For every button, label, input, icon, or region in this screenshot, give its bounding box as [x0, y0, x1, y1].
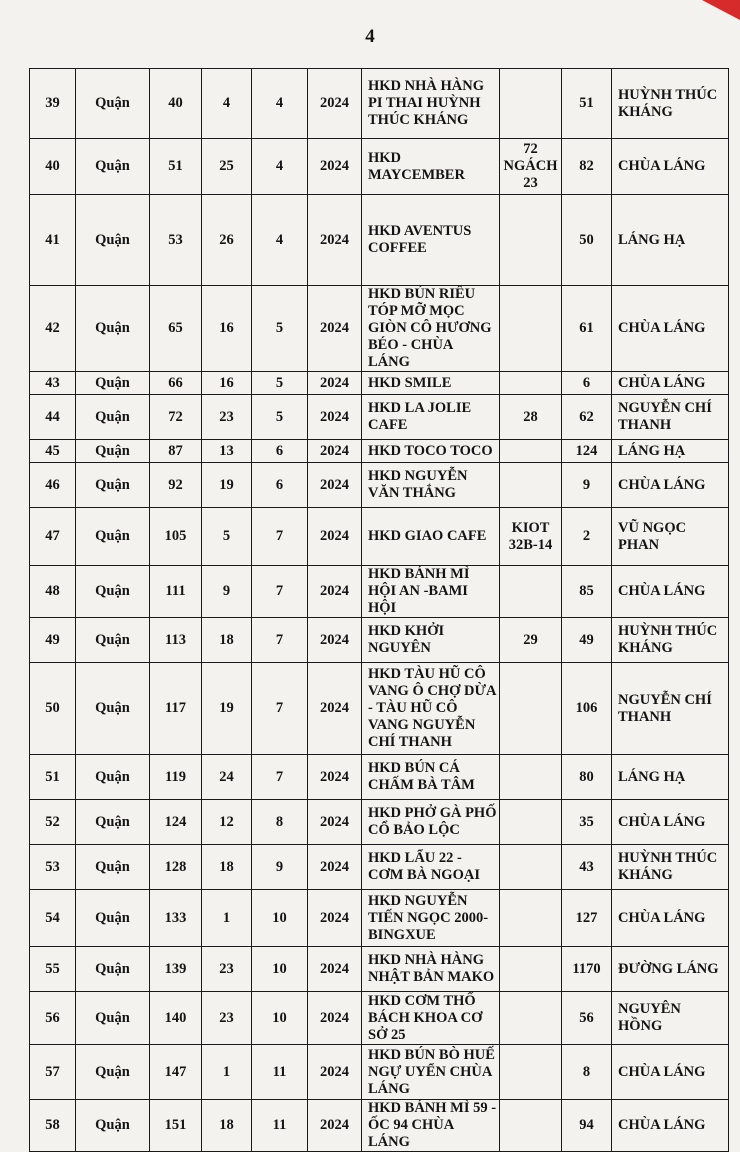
business-name: HKD NGUYỄN TIẾN NGỌC 2000-BINGXUE [362, 890, 500, 947]
month-cell: 11 [252, 1100, 308, 1152]
district-cell: Quận [76, 845, 150, 890]
street-name: NGUYỄN CHÍ THANH [612, 663, 729, 755]
table-row [30, 845, 729, 890]
alley-cell [500, 195, 562, 286]
day-cell: 25 [202, 139, 252, 195]
street-name: CHÙA LÁNG [612, 1045, 729, 1100]
alley-cell [500, 463, 562, 508]
row-number: 56 [30, 992, 76, 1045]
street-name: VŨ NGỌC PHAN [612, 508, 729, 566]
row-number: 51 [30, 755, 76, 800]
row-number: 39 [30, 69, 76, 139]
business-name: HKD GIAO CAFE [362, 508, 500, 566]
street-name: CHÙA LÁNG [612, 372, 729, 395]
street-name: CHÙA LÁNG [612, 566, 729, 618]
day-cell: 9 [202, 566, 252, 618]
street-name: HUỲNH THÚC KHÁNG [612, 69, 729, 139]
table-row [30, 463, 729, 508]
row-number: 49 [30, 618, 76, 663]
record-number: 139 [150, 947, 202, 992]
alley-cell [500, 947, 562, 992]
row-number: 41 [30, 195, 76, 286]
table-row [30, 195, 729, 286]
district-cell: Quận [76, 139, 150, 195]
row-number: 57 [30, 1045, 76, 1100]
day-cell: 23 [202, 947, 252, 992]
house-number: 50 [562, 195, 612, 286]
district-cell: Quận [76, 463, 150, 508]
table-row [30, 618, 729, 663]
month-cell: 7 [252, 755, 308, 800]
district-cell: Quận [76, 663, 150, 755]
table-row [30, 395, 729, 440]
alley-cell [500, 69, 562, 139]
alley-cell [500, 372, 562, 395]
street-name: HUỲNH THÚC KHÁNG [612, 845, 729, 890]
house-number: 1170 [562, 947, 612, 992]
house-number: 2 [562, 508, 612, 566]
house-number: 82 [562, 139, 612, 195]
row-number: 54 [30, 890, 76, 947]
alley-cell [500, 566, 562, 618]
table-row [30, 992, 729, 1045]
alley-cell [500, 663, 562, 755]
house-number: 6 [562, 372, 612, 395]
month-cell: 5 [252, 372, 308, 395]
record-number: 140 [150, 992, 202, 1045]
month-cell: 10 [252, 947, 308, 992]
day-cell: 1 [202, 1045, 252, 1100]
district-cell: Quận [76, 755, 150, 800]
house-number: 9 [562, 463, 612, 508]
record-number: 40 [150, 69, 202, 139]
street-name: NGUYÊN HỒNG [612, 992, 729, 1045]
business-name: HKD AVENTUS COFFEE [362, 195, 500, 286]
business-name: HKD MAYCEMBER [362, 139, 500, 195]
record-number: 119 [150, 755, 202, 800]
record-number: 87 [150, 440, 202, 463]
table-row [30, 800, 729, 845]
table-row [30, 1045, 729, 1100]
year-cell: 2024 [308, 395, 362, 440]
month-cell: 8 [252, 800, 308, 845]
row-number: 44 [30, 395, 76, 440]
business-name: HKD BÚN CÁ CHẤM BÀ TÂM [362, 755, 500, 800]
month-cell: 7 [252, 618, 308, 663]
house-number: 43 [562, 845, 612, 890]
year-cell: 2024 [308, 286, 362, 372]
month-cell: 4 [252, 139, 308, 195]
row-number: 43 [30, 372, 76, 395]
house-number: 62 [562, 395, 612, 440]
day-cell: 23 [202, 395, 252, 440]
house-number: 106 [562, 663, 612, 755]
month-cell: 7 [252, 566, 308, 618]
house-number: 94 [562, 1100, 612, 1152]
alley-cell [500, 755, 562, 800]
day-cell: 19 [202, 663, 252, 755]
record-number: 65 [150, 286, 202, 372]
business-name: HKD TOCO TOCO [362, 440, 500, 463]
business-name: HKD NGUYỄN VĂN THẮNG [362, 463, 500, 508]
day-cell: 1 [202, 890, 252, 947]
district-cell: Quận [76, 395, 150, 440]
day-cell: 18 [202, 845, 252, 890]
district-cell: Quận [76, 372, 150, 395]
record-number: 147 [150, 1045, 202, 1100]
month-cell: 5 [252, 395, 308, 440]
table-row [30, 139, 729, 195]
table-row [30, 663, 729, 755]
table-row [30, 69, 729, 139]
record-number: 92 [150, 463, 202, 508]
district-cell: Quận [76, 195, 150, 286]
year-cell: 2024 [308, 566, 362, 618]
alley-cell [500, 800, 562, 845]
month-cell: 4 [252, 195, 308, 286]
table-row [30, 372, 729, 395]
table-row [30, 566, 729, 618]
page-corner-mark [702, 0, 740, 20]
house-number: 8 [562, 1045, 612, 1100]
year-cell: 2024 [308, 372, 362, 395]
street-name: NGUYỄN CHÍ THANH [612, 395, 729, 440]
alley-cell: 29 [500, 618, 562, 663]
district-cell: Quận [76, 800, 150, 845]
row-number: 52 [30, 800, 76, 845]
street-name: CHÙA LÁNG [612, 286, 729, 372]
table-row [30, 508, 729, 566]
year-cell: 2024 [308, 618, 362, 663]
year-cell: 2024 [308, 800, 362, 845]
business-name: HKD NHÀ HÀNG PI THAI HUỲNH THÚC KHÁNG [362, 69, 500, 139]
alley-cell [500, 845, 562, 890]
year-cell: 2024 [308, 845, 362, 890]
business-name: HKD BÁNH MÌ 59 - ỐC 94 CHÙA LÁNG [362, 1100, 500, 1152]
alley-cell [500, 1045, 562, 1100]
day-cell: 18 [202, 618, 252, 663]
day-cell: 4 [202, 69, 252, 139]
district-cell: Quận [76, 1045, 150, 1100]
row-number: 42 [30, 286, 76, 372]
street-name: CHÙA LÁNG [612, 139, 729, 195]
table-row [30, 947, 729, 992]
row-number: 45 [30, 440, 76, 463]
street-name: CHÙA LÁNG [612, 463, 729, 508]
month-cell: 4 [252, 69, 308, 139]
house-number: 35 [562, 800, 612, 845]
street-name: ĐƯỜNG LÁNG [612, 947, 729, 992]
year-cell: 2024 [308, 890, 362, 947]
record-number: 124 [150, 800, 202, 845]
alley-cell: 28 [500, 395, 562, 440]
year-cell: 2024 [308, 440, 362, 463]
page-number: 4 [365, 26, 375, 47]
record-number: 111 [150, 566, 202, 618]
year-cell: 2024 [308, 947, 362, 992]
business-ledger-table [29, 68, 729, 1152]
street-name: LÁNG HẠ [612, 440, 729, 463]
house-number: 56 [562, 992, 612, 1045]
row-number: 40 [30, 139, 76, 195]
month-cell: 6 [252, 463, 308, 508]
house-number: 124 [562, 440, 612, 463]
house-number: 61 [562, 286, 612, 372]
record-number: 66 [150, 372, 202, 395]
record-number: 53 [150, 195, 202, 286]
table-row [30, 286, 729, 372]
table-row [30, 890, 729, 947]
year-cell: 2024 [308, 463, 362, 508]
house-number: 127 [562, 890, 612, 947]
row-number: 47 [30, 508, 76, 566]
day-cell: 24 [202, 755, 252, 800]
table-row [30, 755, 729, 800]
alley-cell [500, 1100, 562, 1152]
district-cell: Quận [76, 440, 150, 463]
business-name: HKD LẨU 22 - CƠM BÀ NGOẠI [362, 845, 500, 890]
day-cell: 26 [202, 195, 252, 286]
alley-cell: KIOT 32B-14 [500, 508, 562, 566]
record-number: 133 [150, 890, 202, 947]
alley-cell: 72 NGÁCH 23 [500, 139, 562, 195]
year-cell: 2024 [308, 755, 362, 800]
year-cell: 2024 [308, 1045, 362, 1100]
district-cell: Quận [76, 1100, 150, 1152]
day-cell: 16 [202, 372, 252, 395]
table-row [30, 440, 729, 463]
alley-cell [500, 286, 562, 372]
day-cell: 23 [202, 992, 252, 1045]
month-cell: 10 [252, 890, 308, 947]
day-cell: 18 [202, 1100, 252, 1152]
street-name: CHÙA LÁNG [612, 1100, 729, 1152]
alley-cell [500, 890, 562, 947]
district-cell: Quận [76, 992, 150, 1045]
record-number: 72 [150, 395, 202, 440]
district-cell: Quận [76, 947, 150, 992]
street-name: LÁNG HẠ [612, 195, 729, 286]
business-name: HKD NHÀ HÀNG NHẬT BẢN MAKO [362, 947, 500, 992]
day-cell: 13 [202, 440, 252, 463]
row-number: 58 [30, 1100, 76, 1152]
month-cell: 11 [252, 1045, 308, 1100]
year-cell: 2024 [308, 992, 362, 1045]
street-name: HUỲNH THÚC KHÁNG [612, 618, 729, 663]
business-name: HKD LA JOLIE CAFE [362, 395, 500, 440]
record-number: 105 [150, 508, 202, 566]
month-cell: 7 [252, 508, 308, 566]
row-number: 46 [30, 463, 76, 508]
street-name: LÁNG HẠ [612, 755, 729, 800]
record-number: 128 [150, 845, 202, 890]
record-number: 51 [150, 139, 202, 195]
record-number: 113 [150, 618, 202, 663]
business-name: HKD CƠM THỐ BÁCH KHOA CƠ SỞ 25 [362, 992, 500, 1045]
year-cell: 2024 [308, 1100, 362, 1152]
business-name: HKD BÁNH MÌ HỘI AN -BAMI HỘI [362, 566, 500, 618]
table-row [30, 1100, 729, 1152]
record-number: 151 [150, 1100, 202, 1152]
street-name: CHÙA LÁNG [612, 890, 729, 947]
business-name: HKD BÚN RIÊU TÓP MỠ MỌC GIÒN CÔ HƯƠNG BÉO - CHÙA LÁNG [362, 286, 500, 372]
year-cell: 2024 [308, 508, 362, 566]
year-cell: 2024 [308, 195, 362, 286]
business-name: HKD BÚN BÒ HUẾ NGỰ UYỂN CHÙA LÁNG [362, 1045, 500, 1100]
district-cell: Quận [76, 69, 150, 139]
row-number: 55 [30, 947, 76, 992]
day-cell: 16 [202, 286, 252, 372]
house-number: 85 [562, 566, 612, 618]
day-cell: 19 [202, 463, 252, 508]
district-cell: Quận [76, 618, 150, 663]
day-cell: 12 [202, 800, 252, 845]
district-cell: Quận [76, 286, 150, 372]
district-cell: Quận [76, 890, 150, 947]
district-cell: Quận [76, 566, 150, 618]
month-cell: 5 [252, 286, 308, 372]
house-number: 49 [562, 618, 612, 663]
business-name: HKD PHỞ GÀ PHỐ CỔ BẢO LỘC [362, 800, 500, 845]
record-number: 117 [150, 663, 202, 755]
business-name: HKD TÀU HŨ CÔ VANG Ô CHỢ DỪA - TÀU HŨ CÔ VANG NGUYỄN CHÍ THANH [362, 663, 500, 755]
business-name: HKD KHỞI NGUYÊN [362, 618, 500, 663]
month-cell: 10 [252, 992, 308, 1045]
street-name: CHÙA LÁNG [612, 800, 729, 845]
month-cell: 7 [252, 663, 308, 755]
district-cell: Quận [76, 508, 150, 566]
business-name: HKD SMILE [362, 372, 500, 395]
alley-cell [500, 992, 562, 1045]
month-cell: 9 [252, 845, 308, 890]
row-number: 53 [30, 845, 76, 890]
alley-cell [500, 440, 562, 463]
house-number: 51 [562, 69, 612, 139]
row-number: 48 [30, 566, 76, 618]
month-cell: 6 [252, 440, 308, 463]
day-cell: 5 [202, 508, 252, 566]
row-number: 50 [30, 663, 76, 755]
year-cell: 2024 [308, 663, 362, 755]
year-cell: 2024 [308, 139, 362, 195]
house-number: 80 [562, 755, 612, 800]
year-cell: 2024 [308, 69, 362, 139]
